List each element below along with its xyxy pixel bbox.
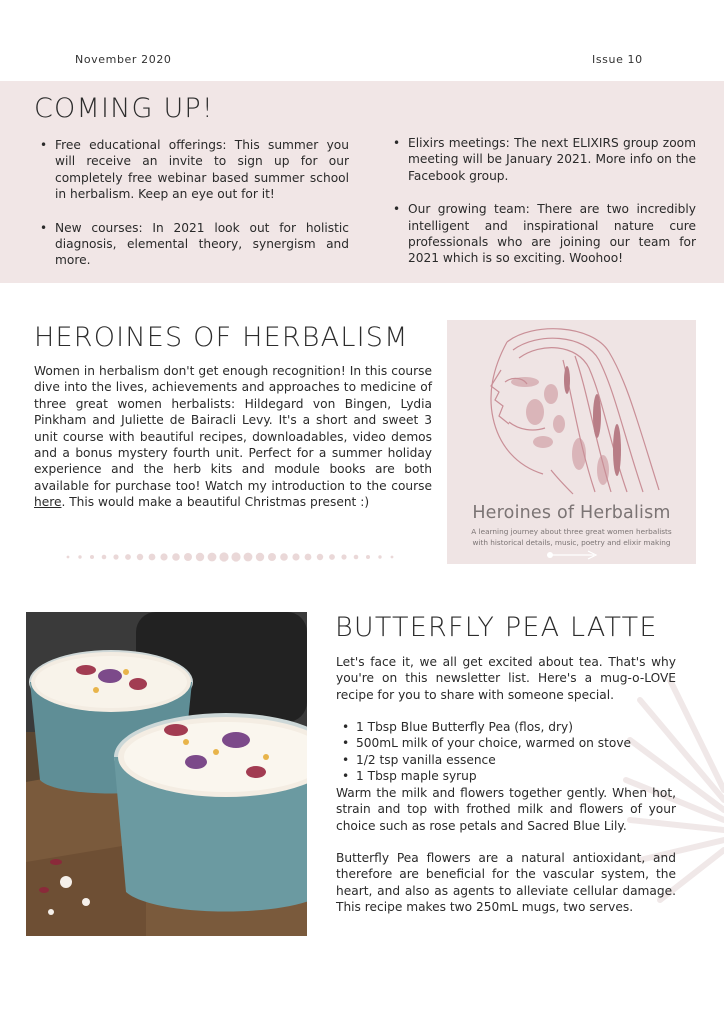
heroines-course-card[interactable] bbox=[447, 320, 696, 564]
coming-up-right-list bbox=[391, 135, 696, 284]
heroines-body-end: . This would make a beautiful Christmas present :) bbox=[61, 495, 370, 510]
heroines-title: HEROINES OF HERBALISM bbox=[34, 322, 409, 353]
list-item: • New courses: In 2021 look out for holistic diagnosis, elemental theory, synergism and more. bbox=[38, 220, 349, 269]
header-date: November 2020 bbox=[75, 53, 172, 66]
heroines-body-text: Women in herbalism don't get enough recognition! In this course dive into the lives, achievements and approaches to medicine of three great women herbalists: Hildegard von Bingen, Lydia Pinkham and Juliette de Bairacli Levy. It's a short and sweet 3 unit course with beautiful recipes, downloadables, video demos and a bonus mystery fourth unit. Perfect for a summer holiday experience and the herb kits and module books are both available for purchase too! Watch my introduction to the course bbox=[34, 364, 432, 493]
card-subtitle-line: A learning journey about three great women herbalists bbox=[471, 527, 672, 536]
latte-method: Warm the milk and flowers together gently. When hot, strain and top with frothed milk and flowers of your choice such as rose petals and Sacred Blue Lily. bbox=[336, 786, 676, 833]
course-intro-link[interactable]: here bbox=[34, 495, 62, 510]
card-title: Heroines of Herbalism bbox=[472, 503, 671, 523]
list-item: • Our growing team: There are two incredibly intelligent and inspirational nature cure professionals who are joining our team for 2021 which is so exciting. Woohoo! bbox=[391, 201, 696, 267]
header-issue: Issue 10 bbox=[592, 53, 643, 66]
ingredient-list bbox=[340, 719, 631, 785]
latte-benefits: Butterfly Pea flowers are a natural antioxidant, and therefore are beneficial for the vascular system, the heart, and also as agents to alleviate cellular damage. This recipe makes two 250mL mugs, two serves. bbox=[336, 851, 676, 915]
coming-up-left-list bbox=[38, 137, 349, 286]
coming-up-title: COMING UP! bbox=[34, 93, 214, 124]
list-item: • Free educational offerings: This summer you will receive an invite to sign up for our completely free webinar based summer school in herbalism. Keep an eye out for it! bbox=[38, 137, 349, 203]
latte-intro: Let's face it, we all get excited about tea. That's why you're on this newsletter list. Here's a mug-o-LOVE recipe for you to share with someone special. bbox=[336, 655, 676, 702]
list-item: • 1/2 tsp vanilla essence bbox=[340, 752, 631, 768]
card-subtitle-line: with historical details, music, poetry and elixir making bbox=[472, 537, 671, 547]
list-item: • Elixirs meetings: The next ELIXIRS group zoom meeting will be January 2021. More info on the Facebook group. bbox=[391, 135, 696, 184]
latte-title: BUTTERFLY PEA LATTE bbox=[335, 612, 658, 643]
arrow-ornament-icon bbox=[542, 550, 602, 560]
dotted-divider bbox=[60, 550, 405, 564]
list-item: • 1 Tbsp Blue Butterfly Pea (flos, dry) bbox=[340, 719, 631, 735]
herbalist-portrait-illustration bbox=[447, 320, 696, 500]
card-subtitle bbox=[447, 527, 696, 548]
list-item: • 500mL milk of your choice, warmed on stove bbox=[340, 735, 631, 751]
heroines-body bbox=[34, 363, 432, 511]
latte-photo bbox=[26, 612, 307, 936]
list-item: • 1 Tbsp maple syrup bbox=[340, 768, 631, 784]
